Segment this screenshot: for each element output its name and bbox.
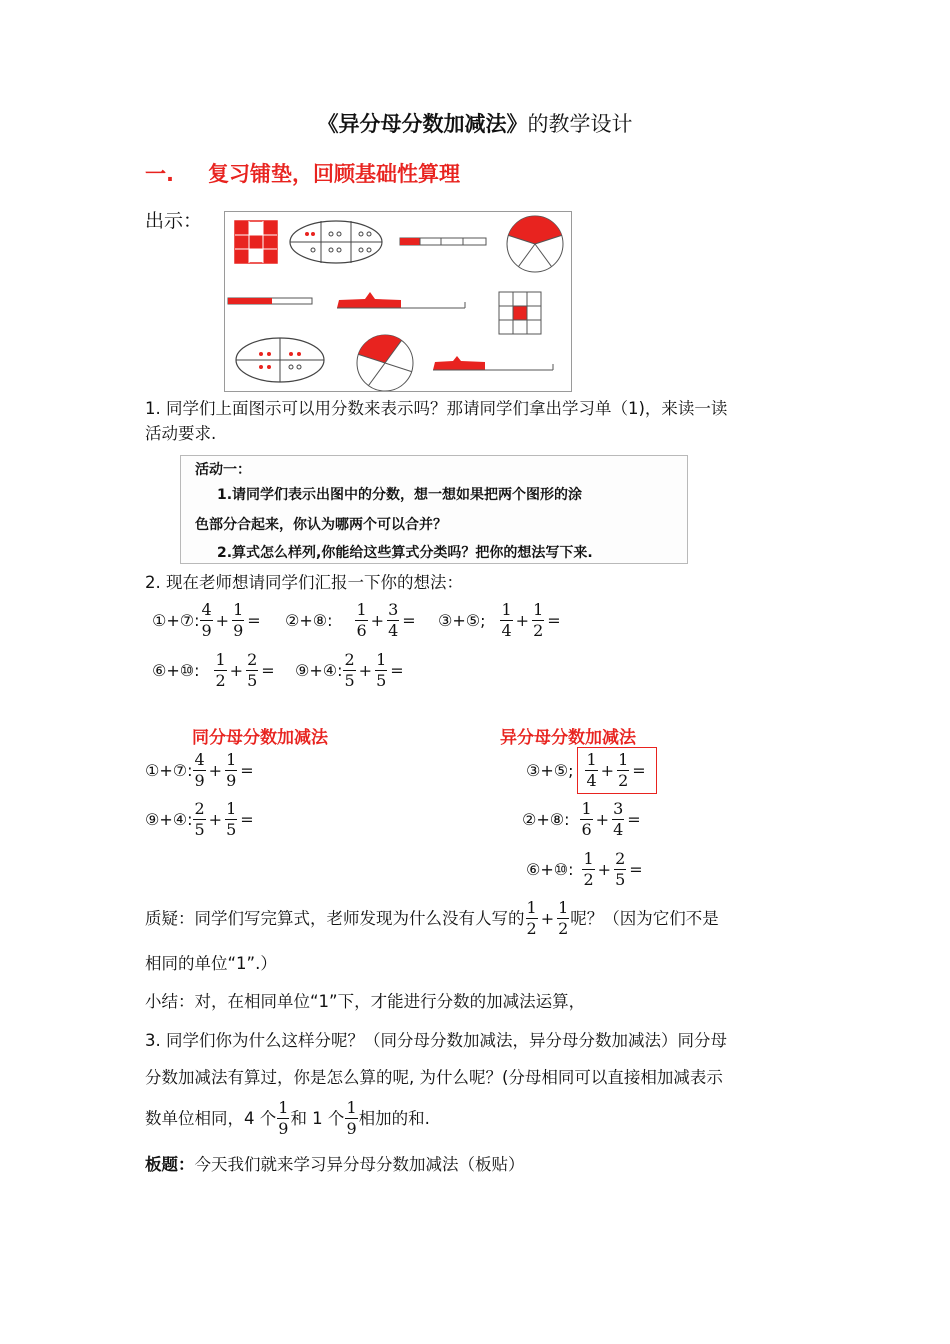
fraction: $\frac{1}{2}$	[583, 849, 594, 889]
item3-line2: 分数加减法有算过，你是怎么算的呢, 为什么呢？(分母相同可以直接相加减表示	[145, 1068, 723, 1087]
fraction: $\frac{1}{5}$	[226, 799, 237, 839]
diff-eq-2-8: ②+⑧: $\frac{1}{6}$ + $\frac{3}{4}$ =	[522, 799, 641, 839]
fraction: $\frac{1}{4}$	[501, 600, 512, 640]
document-title	[0, 108, 950, 138]
eq-label: ②+⑧:	[285, 611, 333, 630]
fraction: $\frac{1}{2}$	[618, 750, 629, 790]
activity-title: 活动一：	[195, 462, 251, 478]
same-eq-9-4: ⑨+④: $\frac{2}{5}$ + $\frac{1}{5}$ =	[145, 799, 254, 839]
title-rest: 的教学设计	[527, 112, 633, 136]
diff-eq-6-10: ⑥+⑩: $\frac{1}{2}$ + $\frac{2}{5}$ =	[526, 849, 643, 889]
eq-label: ③+⑤;	[438, 611, 486, 630]
equation-6-10: ⑥+⑩: $\frac{1}{2}$ + $\frac{2}{5}$ =	[152, 650, 275, 690]
fraction: $\frac{1}{6}$	[581, 799, 592, 839]
item3-line1: 3. 同学们你为什么这样分呢？（同分母分数加减法，异分母分数加减法）同分母	[145, 1031, 727, 1050]
question-line2: 相同的单位“1”.）	[145, 954, 277, 973]
activity-line3: 2.算式怎么样列,你能给这些算式分类吗？把你的想法写下来.	[217, 545, 593, 561]
section-heading	[145, 158, 460, 188]
fraction: $\frac{4}{9}$	[194, 750, 205, 790]
fraction: $\frac{1}{6}$	[356, 600, 367, 640]
question-suffix: 呢？（因为它们不是	[570, 908, 719, 928]
equation-3-5: ③+⑤; $\frac{1}{4}$ + $\frac{1}{2}$ =	[438, 600, 561, 640]
question-line1: 质疑：同学们写完算式，老师发现为什么没有人写的 $\frac{1}{2}$ + $\frac{1}{2}$ 呢？（因为它们不是	[145, 898, 719, 938]
show-label: 出示：	[145, 210, 203, 232]
fraction: $\frac{1}{4}$	[586, 750, 597, 790]
checker-grid-figure	[235, 221, 277, 263]
section-number: 一.	[145, 162, 174, 186]
eq-label: ⑨+④:	[295, 661, 343, 680]
oval-dots-figure-1	[290, 221, 382, 263]
fraction: $\frac{1}{2}$	[533, 600, 544, 640]
activity-box	[180, 455, 688, 564]
diff-eq-3-5: ③+⑤; $\frac{1}{4}$ + $\frac{1}{2}$ =	[526, 747, 657, 794]
ruler-figure-2	[433, 356, 553, 370]
fraction: $\frac{2}{5}$	[344, 650, 355, 690]
fraction: $\frac{1}{2}$	[558, 898, 569, 938]
fraction: $\frac{3}{4}$	[388, 600, 399, 640]
different-denominator-heading: 异分母分数加减法	[500, 728, 636, 748]
fraction: $\frac{2}{5}$	[194, 799, 205, 839]
equation-1-7: ①+⑦: $\frac{4}{9}$ + $\frac{1}{9}$ =	[152, 600, 261, 640]
activity-line1: 1.请同学们表示出图中的分数，想一想如果把两个图形的涂	[217, 487, 583, 503]
bar-figure-2	[228, 298, 312, 304]
equation-2-8: ②+⑧: $\frac{1}{6}$ + $\frac{3}{4}$ =	[285, 600, 416, 640]
equation-9-4: ⑨+④: $\frac{2}{5}$ + $\frac{1}{5}$ =	[295, 650, 404, 690]
item1-line1: 1. 同学们上面图示可以用分数来表示吗？那请同学们拿出学习单（1)，来读一读	[145, 399, 728, 418]
title-bold: 《异分母分数加减法》	[317, 112, 528, 136]
ruler-figure-1	[337, 292, 465, 308]
eq-label: ①+⑦:	[152, 611, 200, 630]
fraction: $\frac{1}{9}$	[226, 750, 237, 790]
board-label: 板题：	[145, 1155, 195, 1174]
same-eq-1-7: ①+⑦: $\frac{4}{9}$ + $\frac{1}{9}$ =	[145, 750, 254, 790]
pie-figure-2	[357, 335, 413, 391]
fraction: $\frac{1}{2}$	[215, 650, 226, 690]
fraction: $\frac{4}{9}$	[201, 600, 212, 640]
item2-text: 2. 现在老师想请同学们汇报一下你的想法：	[145, 573, 463, 592]
same-denominator-heading: 同分母分数加减法	[192, 728, 328, 748]
highlighted-equation-box: $\frac{1}{4}$ + $\frac{1}{2}$ =	[577, 747, 656, 794]
oval-dots-figure-2	[236, 338, 324, 382]
figure-panel	[224, 211, 572, 392]
summary: 小结：对，在相同单位“1”下，才能进行分数的加减法运算，	[145, 992, 586, 1011]
item3-line3: 数单位相同，4 个 $\frac{1}{9}$ 和 1 个 $\frac{1}{9}$ 相加的和.	[145, 1098, 430, 1138]
board-text: 今天我们就来学习异分母分数加减法（板贴）	[194, 1155, 525, 1174]
fraction: $\frac{3}{4}$	[613, 799, 624, 839]
bar-figure-1	[400, 238, 486, 245]
fraction: $\frac{1}{2}$	[526, 898, 537, 938]
fraction: $\frac{2}{5}$	[615, 849, 626, 889]
fraction: $\frac{1}{9}$	[278, 1098, 289, 1138]
activity-line2: 色部分合起来，你认为哪两个可以合并？	[195, 517, 447, 533]
item1-line2: 活动要求.	[145, 424, 217, 443]
board-topic	[145, 1154, 525, 1176]
fraction: $\frac{2}{5}$	[247, 650, 258, 690]
section-title: 复习铺垫，回顾基础性算理	[207, 162, 460, 186]
fraction: $\frac{1}{5}$	[376, 650, 387, 690]
fraction: $\frac{1}{9}$	[346, 1098, 357, 1138]
eq-label: ⑥+⑩:	[152, 661, 200, 680]
fraction: $\frac{1}{9}$	[233, 600, 244, 640]
question-prefix: 质疑：同学们写完算式，老师发现为什么没有人写的	[145, 908, 525, 928]
fraction-figures	[225, 212, 571, 391]
pie-figure-1	[507, 216, 563, 272]
small-grid-figure	[499, 292, 541, 334]
